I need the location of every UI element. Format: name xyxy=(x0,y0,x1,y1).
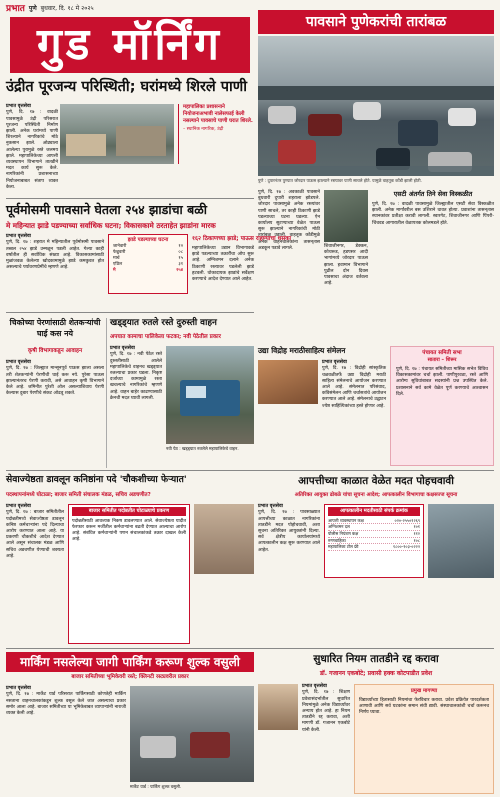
story4-body: प्रभात वृत्तसेवा पुणे, दि. १७ : नवी पेठेत रस्ते दुरुस्तीसाठी आलेले महापालिकेचे वाहनच खड्ड्यात रुतल्याचा प्रकार घडला. निकृष्ट दर्जाच्या कामामुळे रस्ता खचल्याचे नागरिकांचे म्हणणे आहे. वाहन बाहेर काढण्यासाठी क्रेनची मदत घ्यावी लागली. xyxy=(110,346,162,401)
story9-photo xyxy=(130,686,254,782)
divider xyxy=(6,312,254,313)
story1-photo xyxy=(60,104,174,164)
story9-subhead: बाजार समितीच्या भूमिकेवरी रस्ते; क्लिनटी रस्ट्यवरील प्रकार xyxy=(71,674,189,680)
story8-photo xyxy=(428,504,494,578)
story3-subhead: कृषी विभागाकडून आवाहन xyxy=(27,348,83,354)
story7-body: प्रभात वृत्तसेवा पुणे, दि. १७ : बाजार समितीतील पदोन्नतीमध्ये सेवाज्येष्ठता डावलून कनिष्ठ कर्मचाऱ्यांना पदे दिल्याचा आरोप करण्यात आला आहे. या प्रकरणी चौकशीचे आदेश देण्यात आले असून संचालक मंडळ आणि सचिव अडचणीत येण्याची शक्यता आहे. xyxy=(6,504,64,559)
story7-box: बाजार समितीत पदोन्नतीत घोटाळ्याचे प्रकरण पदोन्नतीसाठी आवश्यक निकष डावलण्यात आले. सेवाज्येष्ठता यादीत फेरफार करून मर्जीतील कर्मचाऱ्यांना बढती देण्यात आल्याचा आरोप आहे. संबंधित कर्मचाऱ्यांनी पणन संचालकांकडे तक्रार दाखल केली आहे. xyxy=(68,504,190,644)
table-row: जानेवारी १२ xyxy=(113,244,183,250)
table-row: रुग्णवाहिका १०८ xyxy=(328,537,420,543)
story8-body: प्रभात वृत्तसेवा पुणे, दि. १७ : पावसाळ्यात आपत्तीच्या काळात नागरिकांना तातडीने मदत पोहोचवावी, अशा सूचना अतिरिक्त आयुक्तांनी दिल्या. सर्व क्षेत्रीय कार्यालयांमध्ये आपत्कालीन कक्ष सुरू करण्यात आले आहेत. xyxy=(258,504,320,553)
brand-logo: प्रभात xyxy=(6,3,25,14)
story10-body: प्रभात वृत्तसेवा पुणे, दि. १७ : शिक्षण प्रवेशासंदर्भातील सुधारित नियमांमुळे अनेक विद्यार्थ्यांवर अन्याय होत आहे. हा नियम तातडीने रद्द करावा, अशी मागणी डॉ. गजानन एकबोटे यांनी केली. xyxy=(302,684,350,733)
story4-photo xyxy=(166,346,254,444)
masthead-top-bar xyxy=(6,3,256,15)
rain-sub-headline: एसटी अंतर्गत तिने सेवा विस्कळीत xyxy=(393,190,473,198)
table-row: अग्निशमन दल १०१ xyxy=(328,524,420,530)
supplement-title: गुड मॉर्निंग xyxy=(10,17,250,73)
story10-subhead: डॉ. गजानन एकबोटे; प्रवासी हक्क कोटपाडीत प्रवेश xyxy=(319,670,433,677)
story7-subhead: पदस्थापनांमध्ये घोटाळा; बाजार समिती संचालक मंडळ, सचिव अडचणीत? xyxy=(6,492,151,498)
story6-box: पंचायत समिती सभा सातारा – शिरूर पुणे, दि. १७ : पंचायत समितीच्या मासिक सभेत विविध विकासकामांवर चर्चा झाली. पाणीपुरवठा, रस्ते आणि आरोग्य सुविधांबाबत सदस्यांनी प्रश्न उपस्थित केले. प्रशासनाने सर्व कामे वेळेत पूर्ण करण्याचे आश्वासन दिले. xyxy=(390,346,494,466)
rain-photo-caption: पुणे : दुपारनंतर पुण्यात जोरदार पाऊस झाल्याने रस्त्यावर पाणी साचले होते. यामुळे वाहतूक कोंडी झाली होती. xyxy=(258,178,422,183)
story9-caption: मार्केट यार्ड : पार्किंग शुल्क वसुली. xyxy=(130,784,182,789)
rain-story-small-photo xyxy=(324,190,368,242)
story3-headline: चिकोच्या पेरणांसाठी शेतकऱ्यांची घाई कस नये xyxy=(9,318,101,338)
story6-body: पुणे, दि. १७ : पंचायत समितीच्या मासिक सभेत विविध विकासकामांवर चर्चा झाली. पाणीपुरवठा, रस्ते आणि आरोग्य सुविधांबाबत सदस्यांनी प्रश्न उपस्थित केले. प्रशासनाने सर्व कामे वेळेत पूर्ण करण्याचे आश्वासन दिले. xyxy=(396,367,488,397)
story4-caption: नवी पेठ : खड्ड्यात रुतलेले महापालिकेचे वाहन. xyxy=(166,446,239,451)
story7-headline: सेवाज्येष्ठता डावलून कनिष्ठांना पदे 'चौकशीच्या फेऱ्यात' xyxy=(6,474,187,485)
rain-story-headline: पावसाने पुणेकरांची तारांबळ xyxy=(258,10,494,34)
table-row: पोलीस नियंत्रण कक्ष ११२ xyxy=(328,531,420,537)
story2-highlight-body: महापालिकेच्या उद्यान विभागाकडे झाडे पडल्याच्या तक्रारींचा ओघ सुरू आहे. अग्निशमन दलाने अनेक ठिकाणी रस्त्यावर पडलेली झाडे हटवली. धोकादायक झाडांचे सर्वेक्षण करण्याचे आदेश देण्यात आले आहेत. xyxy=(192,246,254,282)
story1-quote: महापालिका प्रशासनाने नियोजनाअभावी नालेसफाई केली नसल्याने पावसाचे पाणी घरात शिरले. – स्थानिक नागरिक, उंद्री xyxy=(178,104,254,164)
story2-body: प्रभात वृत्तसेवा पुणे, दि. १७ : शहरात मे महिन्यातील पूर्वमोसमी पावसाने तब्बल २५४ झाडे उन्मळून पडली आहेत. गेल्या काही वर्षांतील ही सर्वाधिक संख्या आहे. विकासकामांसाठी मुळांजवळ केलेल्या खोदकामामुळे झाडे कमकुवत होत असल्याचे पर्यावरणप्रेमींचे म्हणणे आहे. xyxy=(6,234,104,271)
story10-headline: सुधारित नियम तातडीने रद्द करावा xyxy=(313,653,439,665)
story2-headline: पूर्वमोसमी पावसाने घेतला २५४ झाडांचा बळी xyxy=(6,202,207,217)
table-row: मार्च १५ xyxy=(113,255,183,261)
story5-photo xyxy=(258,360,318,404)
divider xyxy=(6,648,494,649)
story8-subhead: अतिरिक्त आयुक्त ढोबळे यांचा सूचना आदेश; आपत्कालीन विभागाचा कक्षसज्ज सूचना xyxy=(294,492,458,498)
doctor-portrait xyxy=(258,684,298,730)
story9-headline: मार्किंग नसलेल्या जागी पार्किंग करूण शुल्क वसुली xyxy=(6,652,254,672)
column-divider xyxy=(106,318,107,468)
story4-subhead: अपघात कामाचा पालिकेला फटका; नवी पेठेतील प्रकार xyxy=(110,334,221,340)
edition-date: बुधवार, दि. १८ मे २०२५ xyxy=(40,4,94,12)
rain-story-photo xyxy=(258,36,494,176)
table-row: महापालिका टोल फ्री १८००-१०३-०२२२ xyxy=(328,544,420,550)
table-row: एप्रिल ३१ xyxy=(113,261,183,267)
edition-city: पुणे xyxy=(28,4,37,12)
emergency-contacts: आपत्कालीन मदतीसाठी संपर्क क्रमांक आपत्ती व्यवस्थापन कक्ष ०२०-२५५०१२६९ अग्निशमन दल १०१ पोलीस नियंत्रण कक्ष ११२ रुग्णवाहिका १०८ महापालिका टोल फ्री १८००-१०३-०२२२ xyxy=(324,504,424,578)
table-row: मे २५४ xyxy=(113,267,183,273)
story5-body: प्रभात वृत्तसेवा पुणे, दि. १७ : विद्रोही सांस्कृतिक चळवळीतर्फे उद्या विद्रोही मराठी साहित्य संमेलनाचे आयोजन करण्यात आले आहे. संमेलनात परिसंवाद, कविसंमेलन आणि चर्चासत्रांचे आयोजन करण्यात आले आहे. संमेलनाचे उद्घाटन ज्येष्ठ साहित्यिकांच्या हस्ते होणार आहे. xyxy=(322,360,386,409)
story1-headline: उंद्रीत पूरजन्य परिस्थिती; घरांमध्ये शिरले पाणी xyxy=(6,79,248,95)
story8-headline: आपत्तीच्या काळात वेळेत मदत पोहचवावी xyxy=(298,475,454,487)
story10-left xyxy=(258,684,350,794)
story10-demands-body: विद्यार्थ्यांच्या हितासाठी नियमांचा फेरविचार करावा. प्रवेश प्रक्रियेत पारदर्शकता आणावी आणि सर्व घटकांना समान संधी द्यावी. संस्थाचालकांशी चर्चा करूनच निर्णय घ्यावा. xyxy=(359,698,489,716)
story10-demands-box: प्रमुख मागण्या विद्यार्थ्यांच्या हितासाठी नियमांचा फेरविचार करावा. प्रवेश प्रक्रियेत पारदर्शकता आणावी आणि सर्व घटकांना समान संधी द्यावी. संस्थाचालकांशी चर्चा करूनच निर्णय घ्यावा. xyxy=(354,684,494,794)
story5-headline: उद्या विद्रोह मराठीसाहित्य संमेलन xyxy=(258,346,346,355)
divider xyxy=(6,198,254,199)
story1-body: प्रभात वृत्तसेवा पुणे, दि. १७ : वादळी पावसामुळे उंद्री परिसरात पूरजन्य परिस्थिती निर्माण झाली. अनेक घरांमध्ये पाणी शिरल्याने नागरिकांचे मोठे नुकसान झाले. ओढ्याला आलेल्या पुरामुळे रस्ते जलमय झाले. महापालिकेच्या आपत्ती व्यवस्थापन विभागाने तातडीने मदत कार्य सुरू केले. नागरिकांनी प्रशासनाच्या नियोजनाबाबत संताप व्यक्त केला. xyxy=(6,104,58,190)
story4-headline: खड्ड्यात रुतले रस्ते दुरुस्ती वाहन xyxy=(110,318,217,328)
story7-photo xyxy=(194,504,254,574)
table-row: फेब्रुवारी ०८ xyxy=(113,249,183,255)
tree-fall-table: झाडे पडल्याच्या घटना जानेवारी १२ फेब्रुवारी ०८ मार्च १५ एप्रिल ३१ मे २५४ xyxy=(108,234,188,294)
table-row: आपत्ती व्यवस्थापन कक्ष ०२०-२५५०१२६९ xyxy=(328,517,420,523)
rain-story-body-left: पुणे, दि. १७ : अवकाळी पावसाने बुधवारी दुपारी शहराला झोडपले. जोरदार पावसामुळे अनेक रस्त्यांवर पाणी साचले, तर काही ठिकाणी झाडे पडल्याच्या घटना घडल्या. ऐन कार्यालय सुटण्याच्या वेळेत पाऊस सुरू झाल्याने नागरिकांची मोठी तारांबळ उडाली. वाहतूक कोंडीमुळे अनेक वाहनचालकांना तासन्‌तास अडकून पडावे लागले. xyxy=(258,190,320,251)
rain-story-body-right: शिवाजीनगर, डेक्कन, कोथरूड, हडपसर आदी भागांमध्ये जोरदार पाऊस झाला. हवामान विभागाने पुढील दोन दिवस पावसाचा अंदाज वर्तवला आहे. xyxy=(324,244,368,287)
story3-body: प्रभात वृत्तसेवा पुणे, दि. १७ : जिल्ह्यात मान्सूनपूर्व पाऊस झाला असला तरी शेतकऱ्यांनी पेरणीची घाई करू नये. पुरेसा पाऊस झाल्यानंतरच पेरणी करावी, असे आवाहन कृषी विभागाने केले आहे. जमिनीत पुरेशी ओल असल्याशिवाय पेरणी केल्यास दुबार पेरणीचे संकट ओढवू शकते. xyxy=(6,360,104,397)
story7-box-body: पदोन्नतीसाठी आवश्यक निकष डावलण्यात आले. सेवाज्येष्ठता यादीत फेरफार करून मर्जीतील कर्मचाऱ्यांना बढती देण्यात आल्याचा आरोप आहे. संबंधित कर्मचाऱ्यांनी पणन संचालकांकडे तक्रार दाखल केली आहे. xyxy=(72,518,186,543)
story2-highlight: १६२ ठिकाणच्या झाडे; पाऊस राहण्याचा धसका xyxy=(192,236,292,242)
story2-subhead: मे महिन्यात झाडे पडण्याच्या सर्वाधिक घटना; विकासकामे ठरताहेत झाडांना मारक xyxy=(6,221,216,230)
story9-body: प्रभात वृत्तसेवा पुणे, दि. १७ : मार्केट यार्ड परिसरात पार्किंगसाठी कोणतेही मार्किंग नसताना वाहनचालकांकडून शुल्क वसूल केले जात असल्याचा प्रकार समोर आला आहे. बाजार समितीच्या या भूमिकेबाबत व्यापाऱ्यांनी नाराजी व्यक्त केली आहे. xyxy=(6,686,126,717)
divider xyxy=(6,470,494,471)
rain-sub-body: पुणे, दि. १७ : वादळी पावसामुळे जिल्ह्यातील एसटी सेवा विस्कळीत झाली. अनेक मार्गांवरील बस उशिराने धावत होत्या. प्रवाशांना तासन्‌तास स्थानकांवर प्रतीक्षा करावी लागली. स्वारगेट, शिवाजीनगर आणि पिंपरी-चिंचवड आगारातील वेळापत्रक कोलमडले होते. xyxy=(372,202,494,226)
